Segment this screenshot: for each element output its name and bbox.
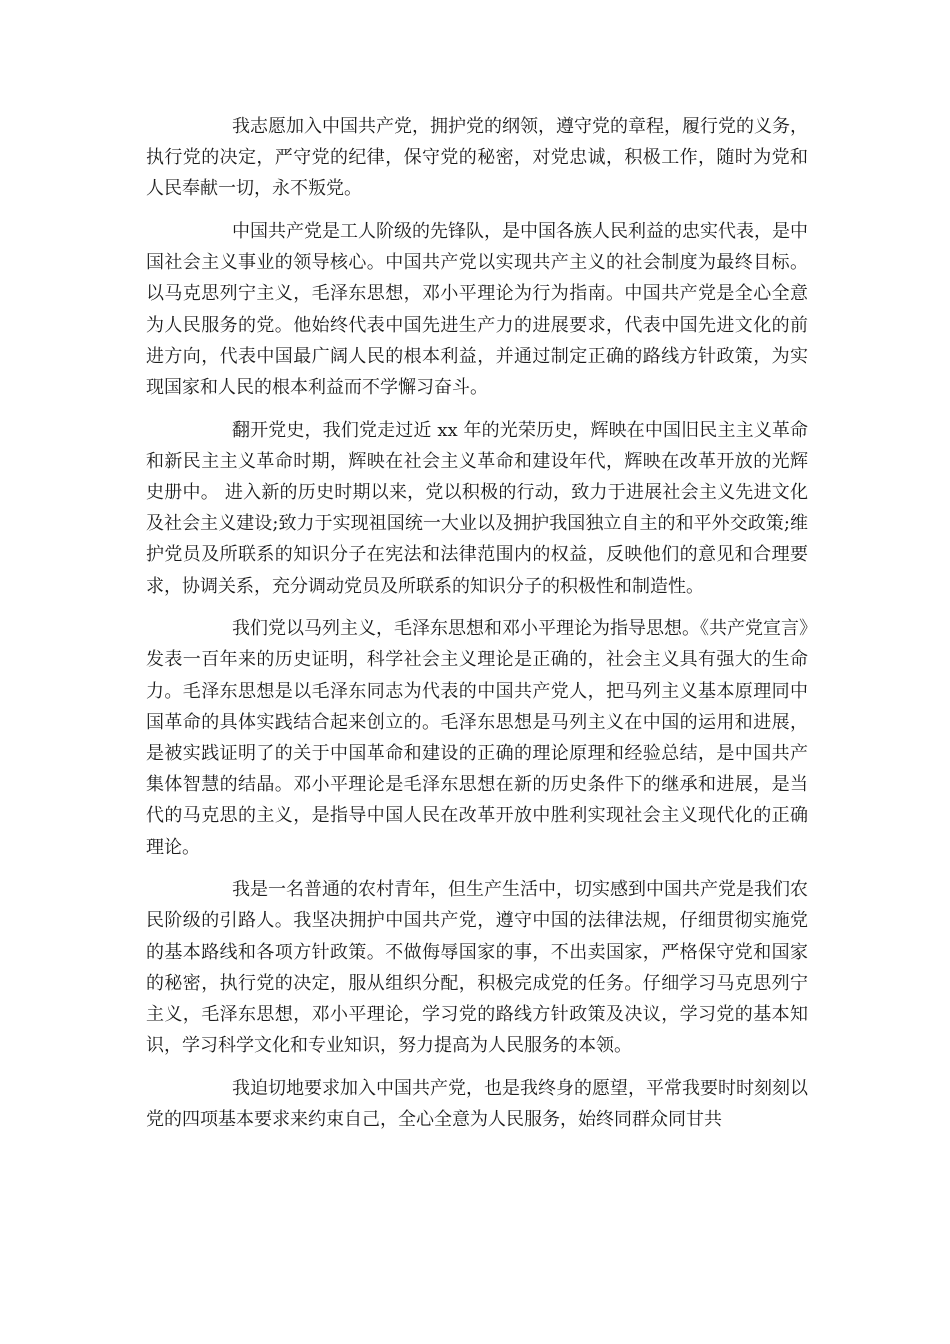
paragraph-6: 我迫切地要求加入中国共产党，也是我终身的愿望，平常我要时时刻刻以党的四项基本要求来约束自己，全心全意为人民服务，始终同群众同甘共	[146, 1077, 808, 1131]
paragraph-1: 我志愿加入中国共产党，拥护党的纲领，遵守党的章程，履行党的义务，执行党的决定，严守党的纪律，保守党的秘密，对党忠诚，积极工作，随时为党和人民奉献一切，永不叛党。	[146, 116, 808, 200]
paragraph-4: 我们党以马列主义，毛泽东思想和邓小平理论为指导思想。《共产党宣言》发表一百年来的历史证明，科学社会主义理论是正确的，社会主义具有强大的生命力。毛泽东思想是以毛泽东同志为代表的中国共产党人，把马列主义基本原理同中国革命的具体实践结合起来创立的。毛泽东思想是马列主义在中国的运用和进展，是被实践证明了的关于中国革命和建设的正确的理论原理和经验总结，是中国共产集体智慧的结晶。邓小平理论是毛泽东思想在新的历史条件下的继承和进展，是当代的马克思的主义，是指导中国人民在改革开放中胜利实现社会主义现代化的正确理论。	[146, 618, 808, 858]
paragraph-5: 我是一名普通的农村青年，但生产生活中，切实感到中国共产党是我们农民阶级的引路人。我坚决拥护中国共产党，遵守中国的法律法规，仔细贯彻实施党的基本路线和各项方针政策。不做侮辱国家的事，不出卖国家，严格保守党和国家的秘密，执行党的决定，服从组织分配，积极完成党的任务。仔细学习马克思列宁主义，毛泽东思想，邓小平理论，学习党的路线方针政策及决议，学习党的基本知识，学习科学文化和专业知识，努力提高为人民服务的本领。	[146, 879, 808, 1057]
paragraph-2: 中国共产党是工人阶级的先锋队，是中国各族人民利益的忠实代表，是中国社会主义事业的领导核心。中国共产党以实现共产主义的社会制度为最终目标。以马克思列宁主义，毛泽东思想，邓小平理论为行为指南。中国共产党是全心全意为人民服务的党。他始终代表中国先进生产力的进展要求，代表中国先进文化的前进方向，代表中国最广阔人民的根本利益，并通过制定正确的路线方针政策，为实现国家和人民的根本利益而不学懈习奋斗。	[146, 221, 808, 399]
paragraph-3: 翻开党史，我们党走过近 xx 年的光荣历史，辉映在中国旧民主主义革命和新民主主义革命时期，辉映在社会主义革命和建设年代，辉映在改革开放的光辉史册中。 进入新的历史时期以来，党以积极的行动，致力于进展社会主义先进文化及社会主义建设;致力于实现祖国统一大业以及拥护我国独立自主的和平外交政策;维护党员及所联系的知识分子在宪法和法律范围内的权益，反映他们的意见和合理要求，协调关系，充分调动党员及所联系的知识分子的积极性和制造性。	[146, 419, 808, 597]
document-body	[146, 111, 808, 1147]
